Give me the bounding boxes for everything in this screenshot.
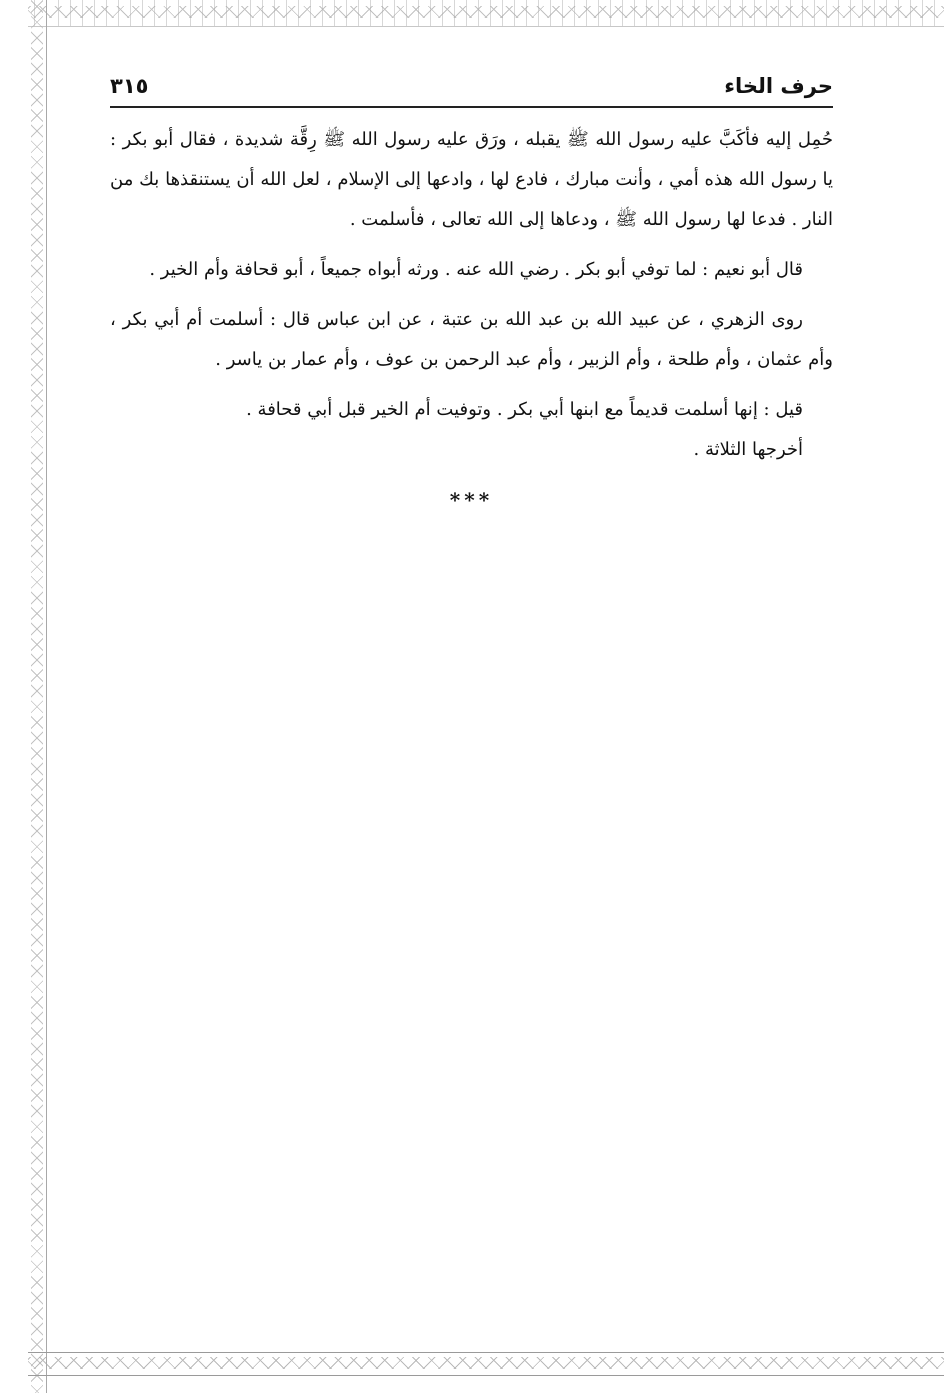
- paragraph-1: حُمِل إليه فأكَبَّ عليه رسول الله ﷺ يقبله ، ورَق عليه رسول الله ﷺ رِقَّة شديدة ، فقال أبو بكر : يا رسول الله هذه أمي ، وأنت مبارك ، فادع لها ، وادعها إلى الإسلام ، لعل الله أن يستنقذها بك من النار . فدعا لها رسول الله ﷺ ، ودعاها إلى الله تعالى ، فأسلمت .: [110, 129, 833, 230]
- paragraph-3: روى الزهري ، عن عبيد الله بن عبد الله بن عتبة ، عن ابن عباس قال : أسلمت أم أبي بكر ، وأم عثمان ، وأم طلحة ، وأم الزبير ، وأم عبد الرحمن بن عوف ، وأم عمار بن ياسر .: [110, 309, 833, 370]
- section-separator: ***: [449, 488, 494, 512]
- page-header: [110, 70, 833, 108]
- paragraph-4: قيل : إنها أسلمت قديماً مع ابنها أبي بكر . وتوفيت أم الخير قبل أبي قحافة .: [246, 399, 803, 420]
- page-number: ٣١٥: [110, 74, 149, 98]
- ornamental-border-top-pattern: [28, 6, 944, 18]
- page-body: [110, 120, 833, 520]
- paragraph-5: أخرجها الثلاثة .: [693, 439, 803, 460]
- paragraph-2: قال أبو نعيم : لما توفي أبو بكر . رضي الله عنه . ورثه أبواه جميعاً ، أبو قحافة وأم الخير .: [149, 259, 803, 280]
- ornamental-border-left-pattern: [31, 0, 43, 1393]
- ornamental-border-bottom-pattern: [28, 1357, 944, 1369]
- chapter-title: حرف الخاء: [724, 74, 833, 98]
